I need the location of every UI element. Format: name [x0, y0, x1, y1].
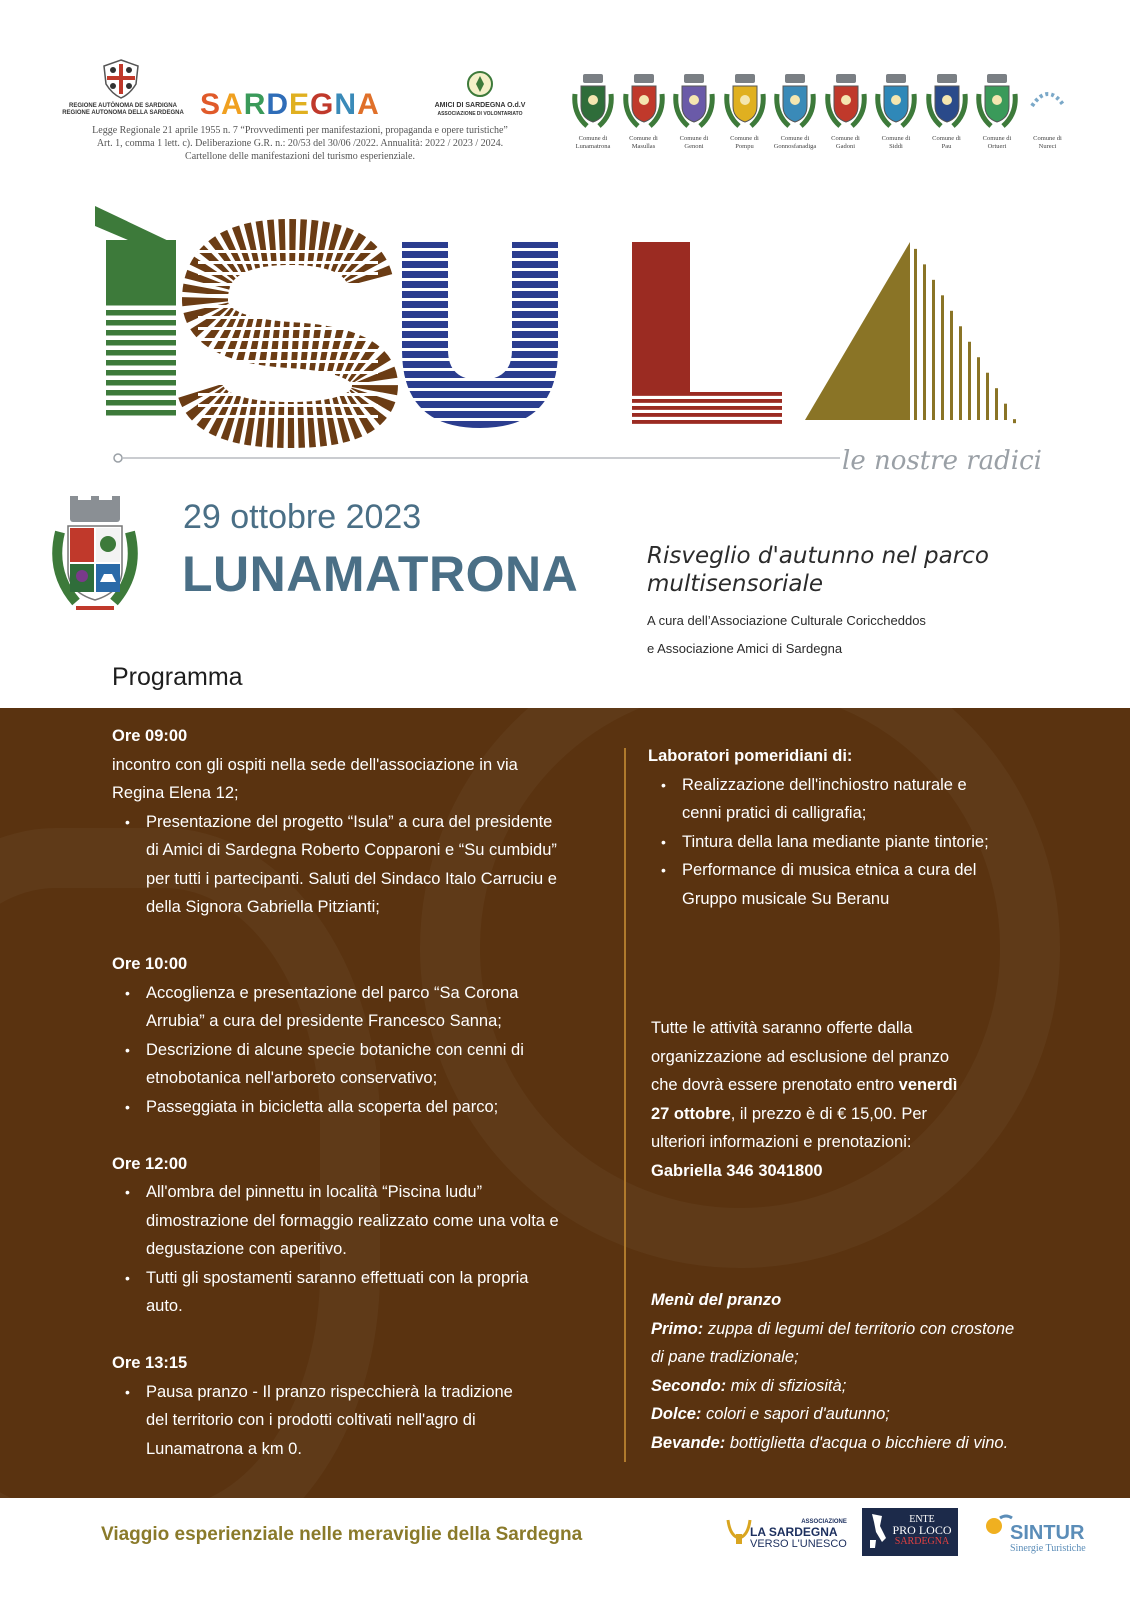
sardegna-logo-letter: A	[221, 88, 244, 121]
footer-slogan: Viaggio esperienziale nelle meraviglie della Sardegna	[101, 1524, 583, 1545]
comune-name: Comune di Siddi	[881, 135, 911, 150]
time-slot: Ore 13:15	[112, 1354, 188, 1372]
isula-letter-i	[106, 240, 176, 416]
comune-name: Comune di Pompu	[730, 135, 759, 150]
isula-title	[0, 190, 1130, 480]
bullet-list	[648, 771, 1088, 914]
comune-crest	[871, 72, 921, 151]
comune-crest	[720, 72, 770, 151]
comune-name: Comune di Masullas	[629, 135, 658, 150]
sardegna-logo-letter: N	[334, 88, 358, 121]
event-subtitle: Risveglio d'autunno nel parco multisensoriale	[647, 543, 989, 597]
column-divider	[624, 748, 626, 1462]
sardegna-logo-letter: D	[266, 88, 290, 121]
labs-block	[648, 742, 1088, 913]
comune-name: Comune di Gadoni	[831, 135, 860, 150]
comune-crest-icon	[571, 72, 615, 130]
sardegna-logo-letter: A	[357, 88, 380, 121]
sintur-logo: SINTUR Sinergie Turistiche	[1010, 1522, 1086, 1554]
tagline: le nostre radici	[842, 446, 1043, 476]
amici-sardegna-logo-icon	[466, 70, 494, 98]
program-left-column: Ore 09:00 incontro con gli ospiti nella sede dell'associazione in via Regina Elena 12; • Presentazione del progetto “Isula” a cura del presidente di Amici di Sardegna Roberto Copparoni e “Su cumbidu” per tutti i partecipanti. Saluti del Sindaco Italo Carruciu e della Signora Gabriella Pitzianti; Ore 10:00 • Accoglienza e presentazione del parco “Sa Corona Arrubia” a cura del presidente Francesco Sanna; • Descrizione di alcune specie botaniche con cenni di etnobotanica nell'arboreto conservativo; • Passeggiata in bicicletta alla scoperta del parco; Ore 12:00 • All'ombra del pinnettu in località “Piscina ludu” dimostrazione del formaggio realizzato come una volta e degustazione con aperitivo. • Tutti gli spostamenti saranno effettuati con la propria auto. Ore 13:15 • Pausa pranzo - Il pranzo rispecchierà la tradizione del territorio con i prodotti coltivati nell'agro di Lunamatrona a km 0.	[112, 722, 612, 1463]
list-item: • Realizzazione dell'inchiostro naturale e cenni pratici di calligrafia;	[648, 771, 1088, 828]
comune-crest	[972, 72, 1022, 151]
isula-letter-l	[632, 242, 782, 424]
comune-crest-icon	[824, 72, 868, 130]
bullet-list	[112, 979, 612, 1122]
isula-letter-s	[198, 242, 378, 425]
comune-crest	[669, 72, 719, 151]
bullet-list	[112, 808, 612, 922]
comune-crest	[922, 72, 972, 151]
legge-regionale-text: Legge Regionale 21 aprile 1955 n. 7 “Provvedimenti per manifestazioni, propaganda e opere turistiche” Art. 1, comma 1 lett. c). Deliberazione G.R. n.: 20/53 del 30/06 /2022. Annualità: 2022 / 2023 / 2024. Cartellone delle manifestazioni del turismo esperienziale.	[92, 125, 508, 162]
comune-crest	[619, 72, 669, 151]
sardegna-logo	[200, 88, 380, 122]
italy-map-icon	[868, 1512, 888, 1552]
comune-crest-icon	[874, 72, 918, 130]
comune-crest-icon	[723, 72, 767, 130]
list-item: • Presentazione del progetto “Isula” a cura del presidente di Amici di Sardegna Roberto Copparoni e “Su cumbidu” per tutti i partecipanti. Saluti del Sindaco Italo Carruciu e della Signora Gabriella Pitzianti;	[112, 808, 612, 922]
amici-sardegna-name: AMICI DI SARDEGNA O.d.V ASSOCIAZIONE DI VOLONTARIATO	[434, 102, 526, 117]
programma-heading: Programma	[112, 663, 243, 691]
comune-name: Comune di Genoni	[679, 135, 709, 150]
comune-crest-icon	[925, 72, 969, 130]
list-item: • Performance di musica etnica a cura del Gruppo musicale Su Beranu	[648, 856, 1088, 913]
bullet-list	[112, 1378, 612, 1464]
region-name: REGIONE AUTÒNOMA DE SARDIGNA REGIONE AUTONOMA DELLA SARDEGNA	[62, 103, 184, 116]
comune-crest-icon	[622, 72, 666, 130]
comune-crest	[568, 72, 618, 151]
event-organizers: A cura dell’Associazione Culturale Coriccheddos e Associazione Amici di Sardegna	[647, 613, 926, 656]
isula-letter-u	[400, 242, 560, 428]
contact-phone: Gabriella 346 3041800	[651, 1161, 823, 1180]
comune-crest-icon	[672, 72, 716, 130]
comune-crest	[1023, 72, 1073, 151]
comune-name: Comune di Pau	[932, 135, 961, 150]
menu-heading: Menù del pranzo	[651, 1291, 782, 1309]
sardegna-logo-letter: R	[243, 88, 267, 121]
event-date: 29 ottobre 2023	[183, 498, 422, 536]
sardegna-logo-letter: S	[200, 88, 222, 121]
comune-crest-icon	[975, 72, 1019, 130]
list-item: • Passeggiata in bicicletta alla scoperta del parco;	[112, 1093, 612, 1122]
comune-name: Comune di Gonnosfanadiga	[773, 135, 817, 150]
bullet-list	[112, 1178, 612, 1321]
labs-heading: Laboratori pomeridiani di:	[648, 747, 853, 765]
event-city: LUNAMATRONA	[182, 546, 579, 602]
menu-block: Menù del pranzo Primo: zuppa di legumi del territorio con crostone di pane tradizionale; Secondo: mix di sfiziosità; Dolce: colori e sapori d'autunno; Bevande: bottiglietta d'acqua o bicchiere di vino.	[651, 1291, 1015, 1452]
time-slot: Ore 12:00	[112, 1154, 188, 1173]
list-item: • Descrizione di alcune specie botaniche con cenni di etnobotanica nell'arboreto conservativo;	[112, 1036, 612, 1093]
comune-crest	[821, 72, 871, 151]
lunamatrona-crest-icon	[46, 492, 144, 622]
comune-crest-icon	[1026, 72, 1070, 130]
comune-crest-icon	[773, 72, 817, 130]
unesco-logo: ASSOCIAZIONE LA SARDEGNA VERSO L'UNESCO	[750, 1519, 847, 1550]
list-item: • Pausa pranzo - Il pranzo rispecchierà la tradizione del territorio con i prodotti coltivati nell'agro di Lunamatrona a km 0.	[112, 1378, 612, 1464]
comune-name: Comune di Ortueri	[982, 135, 1012, 150]
list-item: • Tutti gli spostamenti saranno effettuati con la propria auto.	[112, 1264, 612, 1321]
sardegna-logo-letter: E	[289, 88, 311, 121]
info-block: Tutte le attività saranno offerte dalla organizzazione ad esclusione del pranzo che dovrà essere prenotato entro venerdì 27 ottobre, il prezzo è di € 15,00. Per ulteriori informazioni e prenotazioni: Gabriella 346 3041800	[651, 1014, 1071, 1185]
proloco-logo: ENTE PRO LOCO SARDEGNA	[862, 1508, 958, 1556]
tagline-line-dot	[114, 454, 122, 462]
time-slot: Ore 09:00	[112, 727, 188, 745]
sardegna-logo-text	[200, 88, 380, 121]
isula-letter-a	[805, 242, 1016, 423]
list-item: • All'ombra del pinnettu in località “Piscina ludu” dimostrazione del formaggio realizzato come una volta e degustazione con aperitivo.	[112, 1178, 612, 1264]
comune-name: Comune di Nureci	[1033, 135, 1062, 150]
program-section	[0, 708, 1130, 1498]
comune-name: Comune di Lunamatrona	[575, 135, 611, 150]
time-slot: Ore 10:00	[112, 955, 188, 973]
list-item: • Tintura della lana mediante piante tintorie;	[648, 828, 1088, 857]
regione-crest-icon	[100, 58, 142, 100]
sardegna-logo-letter: G	[310, 88, 335, 121]
comune-crest	[770, 72, 820, 151]
list-item: • Accoglienza e presentazione del parco “Sa Corona Arrubia” a cura del presidente Francesco Sanna;	[112, 979, 612, 1036]
